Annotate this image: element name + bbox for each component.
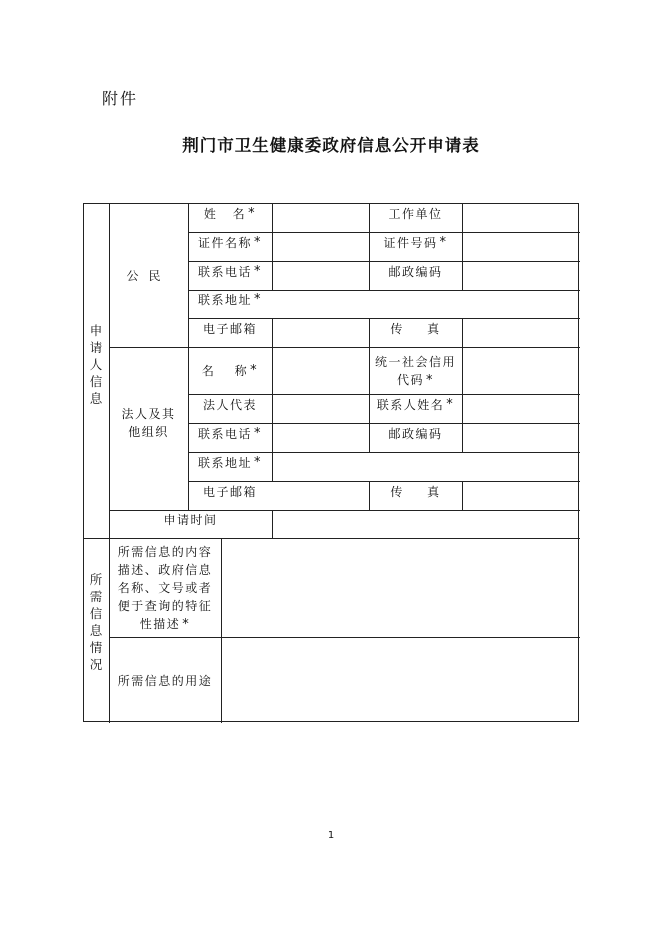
id-name-field[interactable] [273,233,369,261]
vertical-char: 所 [89,572,103,587]
address-label [188,291,272,318]
org-address-label [188,454,272,481]
org-fax-field[interactable] [463,482,579,510]
credit-code-field[interactable] [463,348,579,394]
required-mark: * [248,206,257,221]
name-label-text: 姓 名 [203,207,247,221]
org-phone-label [188,425,272,452]
page-number: 1 [327,830,335,841]
org-name-label [188,347,272,394]
org-address-field[interactable] [273,453,579,481]
organization-label [109,398,188,448]
content-desc-line: 便于查询的特征 [117,598,213,613]
content-desc-field[interactable] [222,539,579,637]
fax-label: 传 真 [390,322,441,336]
required-mark: * [254,426,262,441]
phone-label [188,263,272,290]
required-mark: * [439,235,448,250]
vertical-char: 息 [89,391,103,406]
contact-name-label-text: 联系人姓名 [376,398,445,412]
legal-rep-label: 法人代表 [202,398,257,412]
fax-field[interactable] [463,319,579,347]
vertical-char: 情 [89,640,103,655]
legal-rep-field[interactable] [273,395,369,423]
required-mark: * [250,362,259,378]
work-unit-label: 工作单位 [388,207,443,221]
citizen-label [109,204,188,347]
content-desc-line-last [140,615,191,634]
required-mark: * [254,292,262,307]
id-number-label-text: 证件号码 [383,236,438,250]
vertical-char: 人 [89,357,103,372]
required-mark: * [254,264,262,279]
vertical-char: 申 [89,323,103,338]
id-number-label [369,234,462,261]
id-name-label [188,234,272,261]
required-mark: * [426,372,434,388]
vertical-char: 信 [89,606,103,621]
vertical-char: 请 [89,340,103,355]
work-unit-field[interactable] [463,204,579,232]
page-title: 荆门市卫生健康委政府信息公开申请表 [182,136,480,155]
apply-time-field[interactable] [273,510,579,538]
id-number-field[interactable] [463,233,579,261]
email-field[interactable] [273,319,369,347]
contact-name-field[interactable] [463,395,579,423]
org-email-field[interactable] [273,482,369,510]
vertical-char: 需 [89,589,103,604]
content-desc-line: 名称、文号或者 [117,580,213,595]
content-desc-label [109,539,221,637]
org-name-label-text: 名 称 [201,363,249,378]
vertical-char: 况 [89,657,103,672]
org-postcode-label: 邮政编码 [388,427,443,441]
name-label [188,205,272,232]
organization-label-text: 法人及其他组织 [121,407,176,439]
credit-code-label-line2 [397,371,434,390]
purpose-field[interactable] [222,638,579,722]
content-desc-line: 所需信息的内容 [117,544,213,559]
org-name-field[interactable] [273,348,369,394]
vertical-char: 息 [89,623,103,638]
org-phone-field[interactable] [273,424,369,452]
applicant-section-label [89,322,103,407]
attachment-label: 附件 [102,89,139,108]
phone-label-text: 联系电话 [197,265,252,279]
name-field[interactable] [273,204,369,232]
org-address-label-text: 联系地址 [197,456,252,470]
org-fax-label: 传 真 [390,485,441,499]
credit-code-label [369,348,462,394]
org-postcode-field[interactable] [463,424,579,452]
credit-code-label-line2-text: 代码 [396,372,424,387]
required-mark: * [254,455,262,470]
postcode-field[interactable] [463,262,579,290]
required-mark: * [446,397,455,412]
info-section-label [89,571,103,673]
org-email-label: 电子邮箱 [202,485,257,499]
contact-name-label [369,396,462,423]
applicant-section-text [89,322,103,407]
required-mark: * [182,616,191,632]
address-field[interactable] [273,290,579,318]
info-section-text [89,571,103,673]
application-form [83,203,579,722]
email-label: 电子邮箱 [202,322,257,336]
purpose-label: 所需信息的用途 [117,673,213,688]
citizen-label-text: 公民 [126,268,171,283]
apply-time-label: 申请时间 [163,513,218,527]
address-label-text: 联系地址 [197,293,252,307]
credit-code-label-line1: 统一社会信用 [374,354,456,369]
org-phone-label-text: 联系电话 [197,427,252,441]
content-desc-line: 性描述 [139,616,181,631]
postcode-label: 邮政编码 [388,265,443,279]
required-mark: * [254,235,262,250]
content-desc-line: 描述、政府信息 [117,562,213,577]
id-name-label-text: 证件名称 [197,236,252,250]
vertical-char: 信 [89,374,103,389]
phone-field[interactable] [273,262,369,290]
